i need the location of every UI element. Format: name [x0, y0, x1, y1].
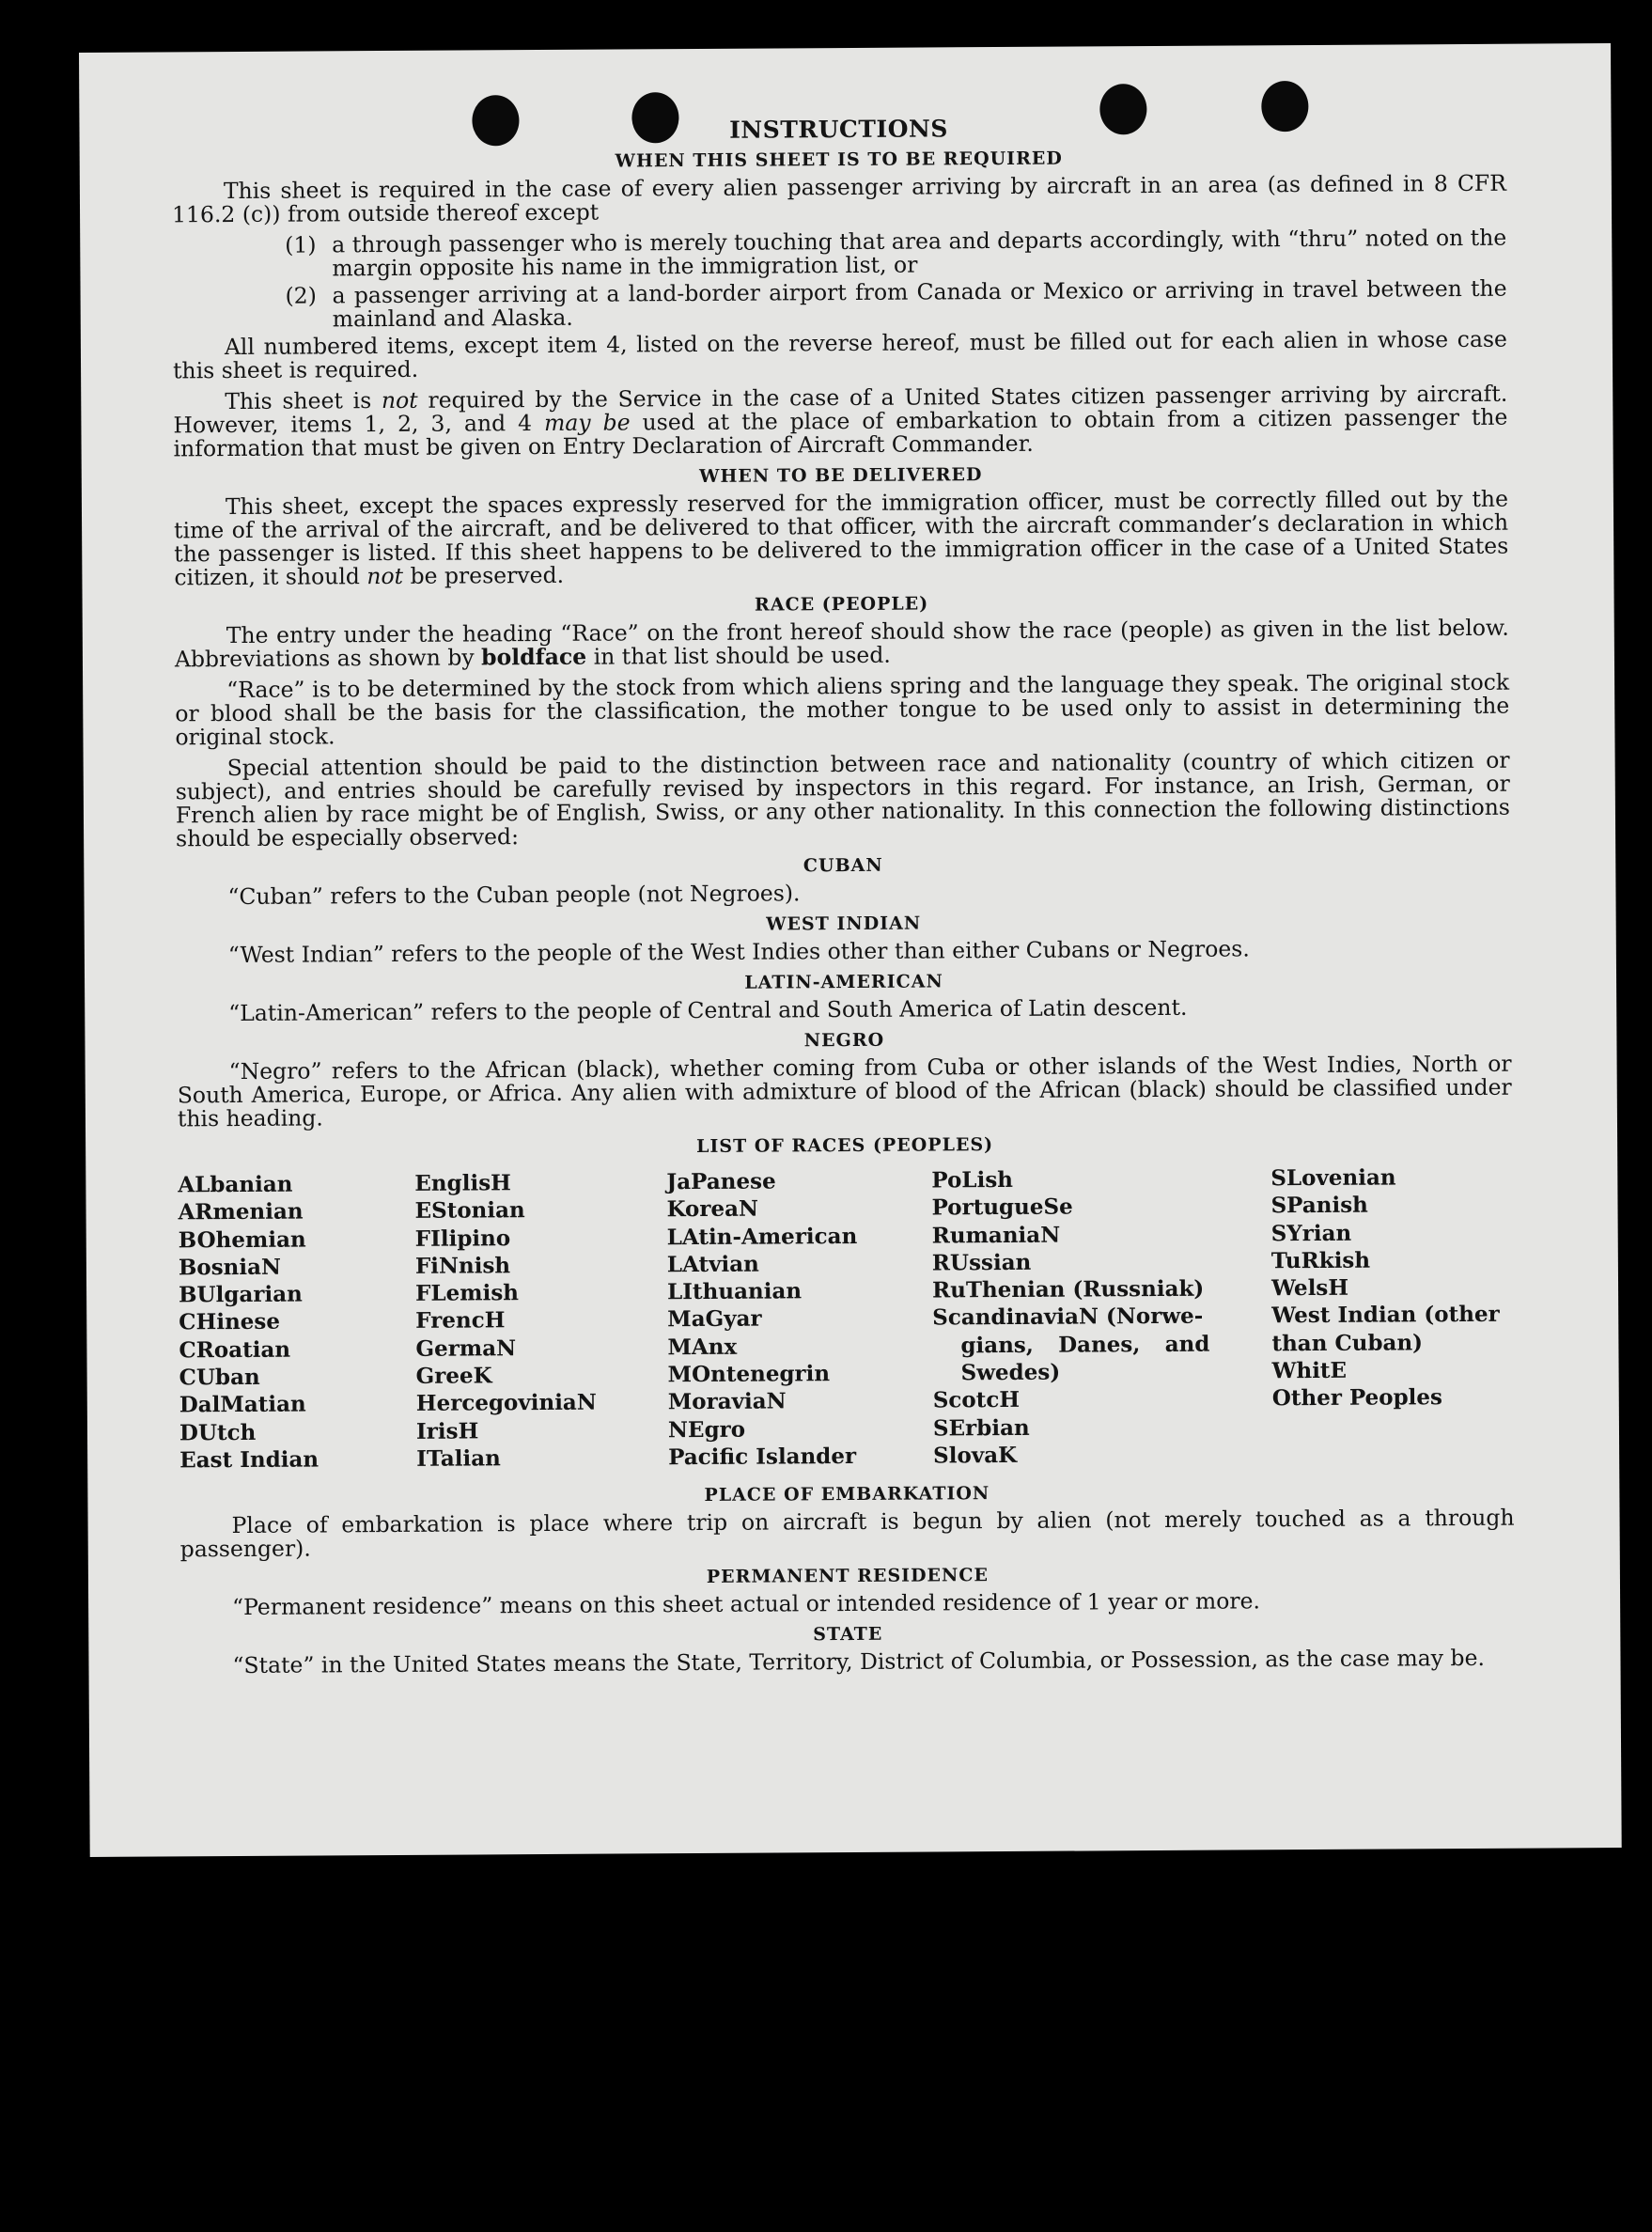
races-table	[178, 1163, 1514, 1482]
list-item	[172, 226, 1506, 282]
paragraph: Special attention should be paid to the distinction between race and nationality (country of which citizen or subject), and entries should be carefully revised by inspectors in this regard. For instance, an Irish, German, or French alien by race might be of English, Swiss, or any other nationality. In this connection the following distinctions should be especially observed:	[175, 746, 1511, 852]
race-entry: KoreaN	[666, 1195, 759, 1223]
race-entry: SYrian	[1270, 1220, 1352, 1246]
race-entry: EnglisH	[414, 1170, 511, 1196]
heading-cuban: CUBAN	[803, 854, 883, 877]
paragraph	[174, 485, 1509, 591]
heading-west-indian: WEST INDIAN	[766, 913, 922, 935]
race-entry: LAtin-American	[666, 1223, 858, 1250]
text-run: This sheet, except the spaces expressly reserved for the immigration officer, must be correctly filled out by the time of the arrival of the aircraft, and be delivered to that officer, with the aircraft commander’s declaration in which the passenger is listed. If this sheet happens to be delivered to the immigration officer in the case of a United States citizen, it should	[174, 485, 1509, 591]
race-entry: CRoatian	[179, 1336, 291, 1364]
paragraph: “Negro” refers to the African (black), whether coming from Cuba or other islands of the West Indies, North or South America, Europe, or Africa. Any alien with admixture of blood of the African (black) should be classified under this heading.	[177, 1050, 1512, 1132]
italic-run: may be	[543, 409, 631, 436]
races-column-2	[414, 1168, 661, 1473]
race-entry: RUssian	[931, 1249, 1032, 1276]
race-entry: RumaniaN	[931, 1222, 1061, 1249]
italic-run: not	[381, 386, 418, 414]
paragraph: “Race” is to be determined by the stock from which aliens spring and the language they speak. The original stock or blood shall be the basis for the classification, the mother tongue to be used only to assist in determining the original stock.	[175, 668, 1510, 751]
text-run: This sheet is	[225, 387, 382, 415]
paragraph: Place of embarkation is place where trip on aircraft is begun by alien (not merely touched as a through passenger).	[179, 1504, 1515, 1563]
races-column-4	[931, 1165, 1210, 1470]
heading-negro: NEGRO	[803, 1029, 885, 1052]
text-run: in that list should be used.	[586, 641, 891, 670]
heading-embarkation: PLACE OF EMBARKATION	[704, 1483, 990, 1506]
race-entry: East Indian	[179, 1446, 319, 1474]
list-item	[173, 274, 1507, 333]
race-entry-continuation: than Cuban)	[1271, 1330, 1424, 1357]
race-entry: CHinese	[179, 1309, 281, 1335]
race-entry-continuation: gians, Danes, and	[960, 1331, 1210, 1359]
heading-list-of-races: LIST OF RACES (PEOPLES)	[696, 1134, 994, 1158]
paragraph: This sheet is required in the case of every alien passenger arriving by aircraft in an area (as defined in 8 CFR 116.2 (c)) from outside thereof except	[171, 169, 1506, 228]
heading-permanent-residence: PERMANENT RESIDENCE	[706, 1565, 990, 1587]
page-title: INSTRUCTIONS	[729, 115, 948, 144]
race-entry: ScotcH	[932, 1387, 1021, 1413]
race-entry: ITalian	[416, 1445, 501, 1472]
race-entry: ARmenian	[178, 1198, 304, 1225]
race-entry: NEgro	[667, 1416, 746, 1443]
item-number: (1)	[285, 231, 317, 258]
race-entry: Other Peoples	[1271, 1384, 1443, 1412]
race-entry: GreeK	[415, 1363, 492, 1389]
italic-run: not	[366, 562, 404, 590]
paragraph: “Permanent residence” means on this sheet actual or intended residence of 1 year or more.	[232, 1587, 1261, 1621]
race-entry: LIthuanian	[666, 1278, 803, 1305]
heading-when-delivered: WHEN TO BE DELIVERED	[698, 464, 983, 487]
text-run: required by the Service in the case of a United States citizen passenger arriving by aircraft. However, items 1, 2, 3, and 4	[173, 380, 1508, 439]
race-entry: EStonian	[414, 1197, 525, 1225]
race-entry: PortugueSe	[931, 1194, 1073, 1221]
item-text: a through passenger who is merely touching that area and departs accordingly, with “thru” noted on the margin opposite his name in the immigration list, or	[332, 224, 1507, 282]
race-entry: ALbanian	[178, 1171, 293, 1198]
race-entry: MOntenegrin	[667, 1361, 831, 1388]
race-entry: BosniaN	[178, 1254, 282, 1281]
race-entry: West Indian (other	[1271, 1302, 1500, 1329]
text-run: The entry under the heading “Race” on the front hereof should show the race (people) as given in the list below. Abbreviations as shown by	[174, 614, 1509, 673]
race-entry: JaPanese	[666, 1168, 776, 1195]
races-column-5	[1270, 1163, 1521, 1413]
paragraph	[173, 382, 1507, 461]
race-entry: FLemish	[414, 1280, 520, 1307]
race-entry: DUtch	[179, 1419, 257, 1446]
paragraph: All numbered items, except item 4, listed on the reverse hereof, must be filled out for each alien in whose case this sheet is required.	[172, 325, 1507, 384]
race-entry: SErbian	[932, 1414, 1030, 1442]
document-page	[79, 43, 1622, 1857]
race-entry: TuRkish	[1270, 1247, 1371, 1274]
text-run: be preserved.	[402, 561, 565, 589]
race-entry: HercegoviniaN	[415, 1390, 597, 1417]
paragraph	[174, 614, 1509, 673]
heading-latin-american: LATIN-AMERICAN	[744, 971, 943, 993]
race-entry: LAtvian	[666, 1251, 759, 1278]
race-entry: PoLish	[931, 1166, 1014, 1194]
bold-run: boldface	[481, 643, 587, 671]
item-text: a passenger arriving at a land-border airport from Canada or Mexico or arriving in travel between the mainland and Alaska.	[332, 274, 1507, 333]
races-column-3	[666, 1167, 922, 1472]
races-column-1	[178, 1170, 414, 1475]
race-entry: BUlgarian	[178, 1281, 303, 1308]
race-entry: Pacific Islander	[668, 1443, 857, 1471]
race-entry: FrencH	[415, 1307, 506, 1335]
race-entry: BOhemian	[178, 1226, 306, 1253]
heading-race: RACE (PEOPLE)	[754, 593, 929, 616]
paragraph: “Cuban” refers to the Cuban people (not Negroes).	[227, 880, 801, 911]
race-entry: SPanish	[1270, 1192, 1368, 1219]
paragraph: “Latin-American” refers to the people of Central and South America of Latin descent.	[228, 993, 1188, 1027]
heading-when-required: WHEN THIS SHEET IS TO BE REQUIRED	[615, 148, 1063, 172]
race-entry: ScandinaviaN (Norwe-	[932, 1303, 1204, 1331]
race-entry: GermaN	[415, 1335, 517, 1362]
race-entry: WelsH	[1270, 1274, 1349, 1302]
paragraph: “West Indian” refers to the people of the West Indies other than either Cubans or Negroes.	[227, 935, 1250, 969]
race-entry: MaGyar	[667, 1306, 762, 1333]
instructions-body	[171, 114, 1515, 1686]
heading-state: STATE	[813, 1623, 883, 1646]
race-entry: MAnx	[667, 1334, 738, 1360]
race-entry: WhitE	[1271, 1357, 1348, 1384]
race-entry: RuThenian (Russniak)	[931, 1275, 1205, 1303]
race-entry: SlovaK	[933, 1442, 1018, 1469]
paragraph: “State” in the United States means the State, Territory, District of Columbia, or Possession, as the case may be.	[232, 1644, 1485, 1679]
race-entry: IrisH	[415, 1418, 479, 1444]
race-entry: CUban	[179, 1364, 260, 1391]
race-entry: MoraviaN	[667, 1388, 787, 1415]
race-entry: DalMatian	[179, 1391, 306, 1418]
race-entry: FIlipino	[414, 1225, 511, 1252]
race-entry: FiNnish	[414, 1253, 511, 1279]
race-entry-continuation: Swedes)	[960, 1359, 1061, 1386]
race-entry: SLovenian	[1270, 1164, 1396, 1192]
text-run: used at the place of embarkation to obtain from a citizen passenger the information that must be given on Entry Declaration of Aircraft Commander.	[173, 403, 1508, 462]
item-number: (2)	[285, 282, 317, 309]
